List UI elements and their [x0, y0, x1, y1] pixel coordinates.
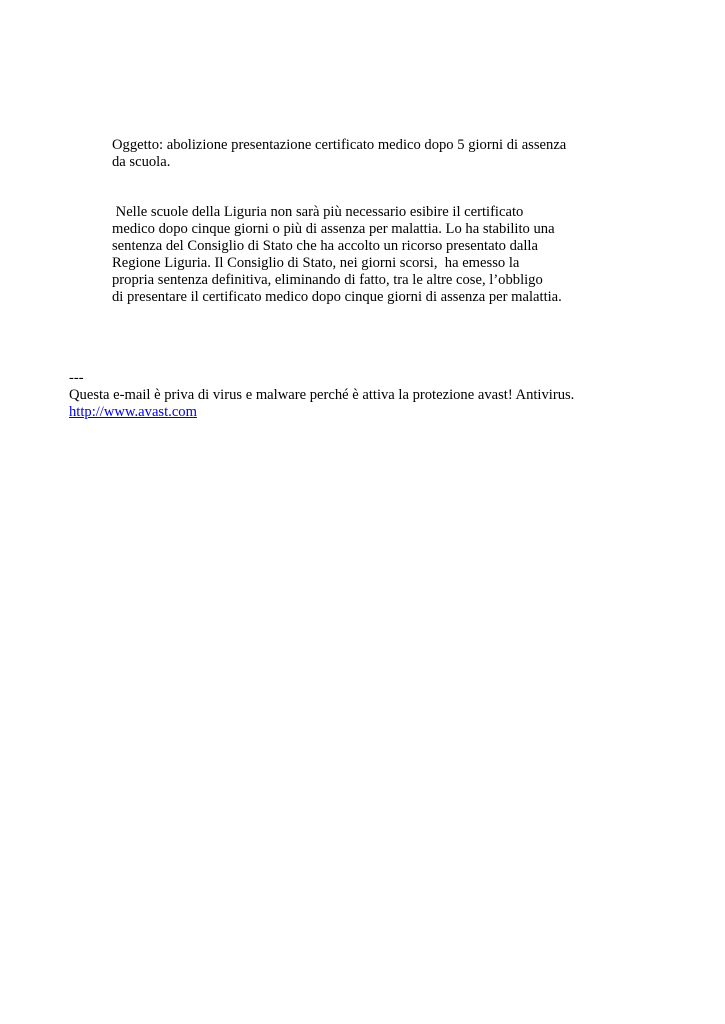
- subject-line-1: Oggetto: abolizione presentazione certificato medico dopo 5 giorni di assenza: [112, 137, 567, 153]
- body-line-5: propria sentenza definitiva, eliminando di fatto, tra le altre cose, l’obbligo: [112, 272, 543, 288]
- antivirus-notice: Questa e-mail è priva di virus e malware perché è attiva la protezione avast! Antivirus.: [69, 387, 575, 403]
- footer-link-line: [69, 404, 197, 421]
- body-line-2: medico dopo cinque giorni o più di assenza per malattia. Lo ha stabilito una: [112, 221, 555, 237]
- avast-link[interactable]: http://www.avast.com: [69, 404, 197, 420]
- body-line-4: Regione Liguria. Il Consiglio di Stato, nei giorni scorsi, ha emesso la: [112, 255, 520, 271]
- subject-line-2: da scuola.: [112, 154, 171, 170]
- body-line-6: di presentare il certificato medico dopo cinque giorni di assenza per malattia.: [112, 289, 562, 305]
- body-line-1: Nelle scuole della Liguria non sarà più necessario esibire il certificato: [112, 204, 524, 220]
- body-line-3: sentenza del Consiglio di Stato che ha accolto un ricorso presentato dalla: [112, 238, 538, 254]
- signature-separator: ---: [69, 370, 84, 386]
